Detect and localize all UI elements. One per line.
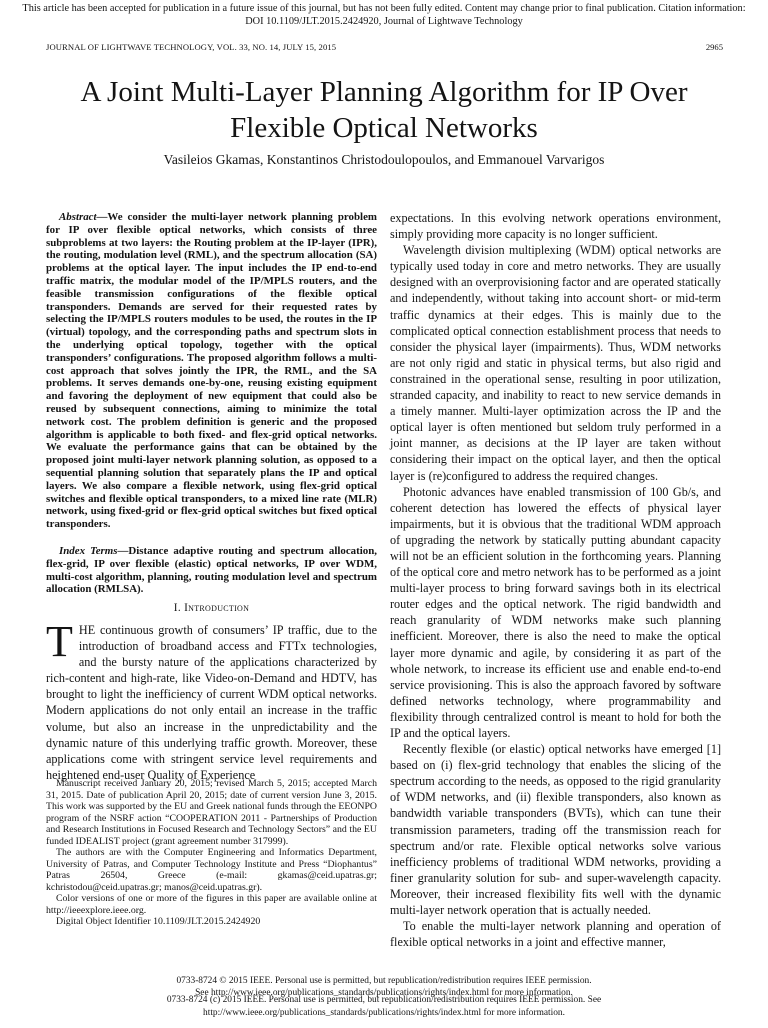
section-heading-introduction: [46, 602, 377, 614]
preprint-banner: [0, 3, 768, 28]
footnotes: [46, 778, 377, 928]
right-column: [390, 210, 721, 950]
title-line-1: A Joint Multi-Layer Planning Algorithm for IP Over: [80, 76, 688, 108]
index-terms-label: Index Terms: [59, 545, 118, 557]
copyright-line-3: 0733-8724 (c) 2015 IEEE. Personal use is permitted, but republication/redistribution requires IEEE permission. See: [166, 995, 602, 1006]
abstract-text: —We consider the multi-layer network planning problem for IP over flexible optical networks, which consists of three subproblems at two layers: the Routing problem at the IP-layer (IPR), the routing, modulation level (RML), and the spectrum allocation (SA) problems at the optical layer. The input includes the IP end-to-end traffic matrix, the modular model of the IP/MPLS routers, and the feasible transmission configurations of the flexible optical transponders. Demands are served for their requested rates by selecting the IP/MPLS routers modules to be used, the routes in the IP (virtual) topology, and the corresponding paths and spectrum slots in the underlying optical topology, together with the optical transponders’ configurations. The proposed algorithm follows a multi-cost approach that solves jointly the IPR, the RML, and the SA problems. It serves demands one-by-one, reusing existing equipment and favoring the deployment of new equipment that could also be reused by subsequent connections, aiming to minimize the total network cost. The problem definition is generic and the proposed algorithm is applicable to both fixed- and flex-grid optical networks. We evaluate the performance gains that can be obtained by the proposed joint multi-layer network planning solution, as opposed to a sequential planning solution that separately plans the IP and optical layers. We also compare a flexible network, using flex-grid optical switches and flexible optical transponders, to a mixed line rate (MLR) network, using fixed-grid or flex-grid optical switches but fixed optical transponders.: [46, 211, 377, 531]
index-terms-text: —Distance adaptive routing and spectrum allocation, flex-grid, IP over flexible (elastic) optical networks, IP over WDM, multi-cost algorithm, planning, routing modulation level and spectrum allocation (RMLSA).: [46, 545, 377, 596]
intro-paragraph-1: HE continuous growth of consumers’ IP traffic, due to the introduction of broadband access and FTTx technologies, and the bursty nature of the applications characterized by rich-content and high-rate, like Video-on-Demand and HDTV, has brought to light the inefficiency of current WDM optical networks. Modern applications do not only entail an increase in the traffic volume, but also an increase in the unpredictability and the dynamic nature of this underlying traffic growth. Moreover, these applications come with stringent service level requirements and heightened end-user Quality of Experience: [46, 623, 377, 782]
right-paragraph-1: Wavelength division multiplexing (WDM) optical networks are typically used today in core and metro networks. They are usually designed with an overprovisioning factor and are operated statically and independently, without taking into account short- or mid-term traffic dynamics at their edges. This is mainly due to the complicated optical connection establishment process that needs to consider the physical layer (impairments). Thus, WDM networks are not only rigid and static in physical terms, but also rigid and constrained in the operational sense, resulting in poor utilization, stranded capacity, and inability to react to new service demands in a timely manner. Multi-layer optimization across the IP and the optical layer is often mentioned but seldom truly performed in a joint manner, as decisions at the IP layer are taken without considering their impact on the optical layer, and then the optical layer is (re)configured to address the required changes.: [390, 243, 721, 483]
right-paragraph-0: expectations. In this evolving network operations environment, simply providing more capacity is no longer sufficient.: [390, 211, 721, 242]
right-paragraph-2: Photonic advances have enabled transmission of 100 Gb/s, and coherent detection has lowered the effects of physical layer impairments, but it is obvious that the traditional WDM approach of upgrading the network by statically putting abundant capacity will not be an efficient solution in the forthcoming years. Planning of the optical core and metro network has to be performed as a joint multi-layer process to bring forward savings both in its electrical router edges and the optical network. The rigid bandwidth and reach granularity of WDM networks make such planning inefficient. Moreover, there is also the need to make the optical layer more dynamic and agile, by considering it as part of the whole network, to increase its efficient use and enable end-to-end service provisioning. This is also the approach favored by software defined networks technology, where programmability and flexibility through centralized control is meant to hold for both the IP and the optical layers.: [390, 484, 721, 740]
right-paragraph-3: Recently flexible (or elastic) optical networks have emerged [1] based on (i) flex-grid technology that enables the slicing of the spectrum according to the needs, as opposed to the rigid granularity of WDM networks, and (ii) flexible transponders, also known as bandwidth variable transponders (BVTs), which can tune their transmission parameters, trading off the transmission reach for spectrum and/or rate. Flexible optical networks solve various inefficiency problems of traditional WDM networks, providing a finer granularity solution for sub- and super-wavelength capacity. Moreover, their increased flexibility fits well with the dynamic multi-layer network operation that is actually needed.: [390, 742, 721, 918]
banner-line-1: This article has been accepted for publication in a future issue of this journal, but has not been fully edited. Content may change prior to final publication. Citation information:: [22, 3, 746, 14]
running-head-journal: JOURNAL OF LIGHTWAVE TECHNOLOGY, VOL. 33, NO. 14, JULY 15, 2015: [46, 42, 337, 52]
abstract: [46, 211, 377, 531]
author-list: Vasileios Gkamas, Konstantinos Christodoulopoulos, and Emmanouel Varvarigos: [163, 152, 605, 167]
page-number: 2965: [705, 42, 723, 52]
banner-line-2: DOI 10.1109/JLT.2015.2424920, Journal of Lightwave Technology: [245, 15, 523, 27]
introduction-body: [46, 617, 377, 783]
title-line-2: Flexible Optical Networks: [230, 112, 538, 144]
copyright-notice: [0, 976, 768, 987]
copyright-line-2: See http://www.ieee.org/publications_standards/publications/rights/index.html for more information.: [195, 988, 573, 998]
copyright-overlay: [0, 988, 768, 1028]
copyright-line-4: http://www.ieee.org/publications_standards/publications/rights/index.html for more information.: [203, 1008, 565, 1019]
paper-title: [0, 74, 768, 146]
drop-cap: T: [46, 617, 73, 666]
section-number: I.: [173, 602, 181, 614]
footnote-doi: Digital Object Identifier 10.1109/JLT.2015.2424920: [56, 916, 261, 927]
abstract-label: Abstract: [59, 211, 97, 223]
footnote-affiliation: The authors are with the Computer Engineering and Informatics Department, University of Patras, and Computer Technology Institute and Press “Diophantus” Patras 26504, Greece (e-mail: gkamas@ceid.upatras.gr; kchristodou@ceid.upatras.gr; manos@ceid.upatras.gr).: [46, 847, 377, 893]
index-terms: [46, 545, 377, 596]
footnote-manuscript: Manuscript received January 20, 2015; revised March 5, 2015; accepted March 31, 2015. Date of publication April 20, 2015; date of current version June 3, 2015. This work was supported by the EU and Greek national funds through the EEONPO program of the NSRF action “COOPERATION 2011 - Partnerships of Production and Research Institutions in Focused Research and Technology Sectors” and the EU funded IDEALIST project (grant agreement number 317999).: [46, 778, 377, 847]
right-paragraph-4: To enable the multi-layer network planning and operation of flexible optical networks in a joint and effective manner,: [390, 919, 721, 950]
copyright-line-1: 0733-8724 © 2015 IEEE. Personal use is permitted, but republication/redistribution requires IEEE permission.: [176, 976, 592, 986]
footnote-color: Color versions of one or more of the figures in this paper are available online at http://ieeexplore.ieee.org.: [46, 893, 377, 916]
section-title: Introduction: [184, 602, 250, 614]
